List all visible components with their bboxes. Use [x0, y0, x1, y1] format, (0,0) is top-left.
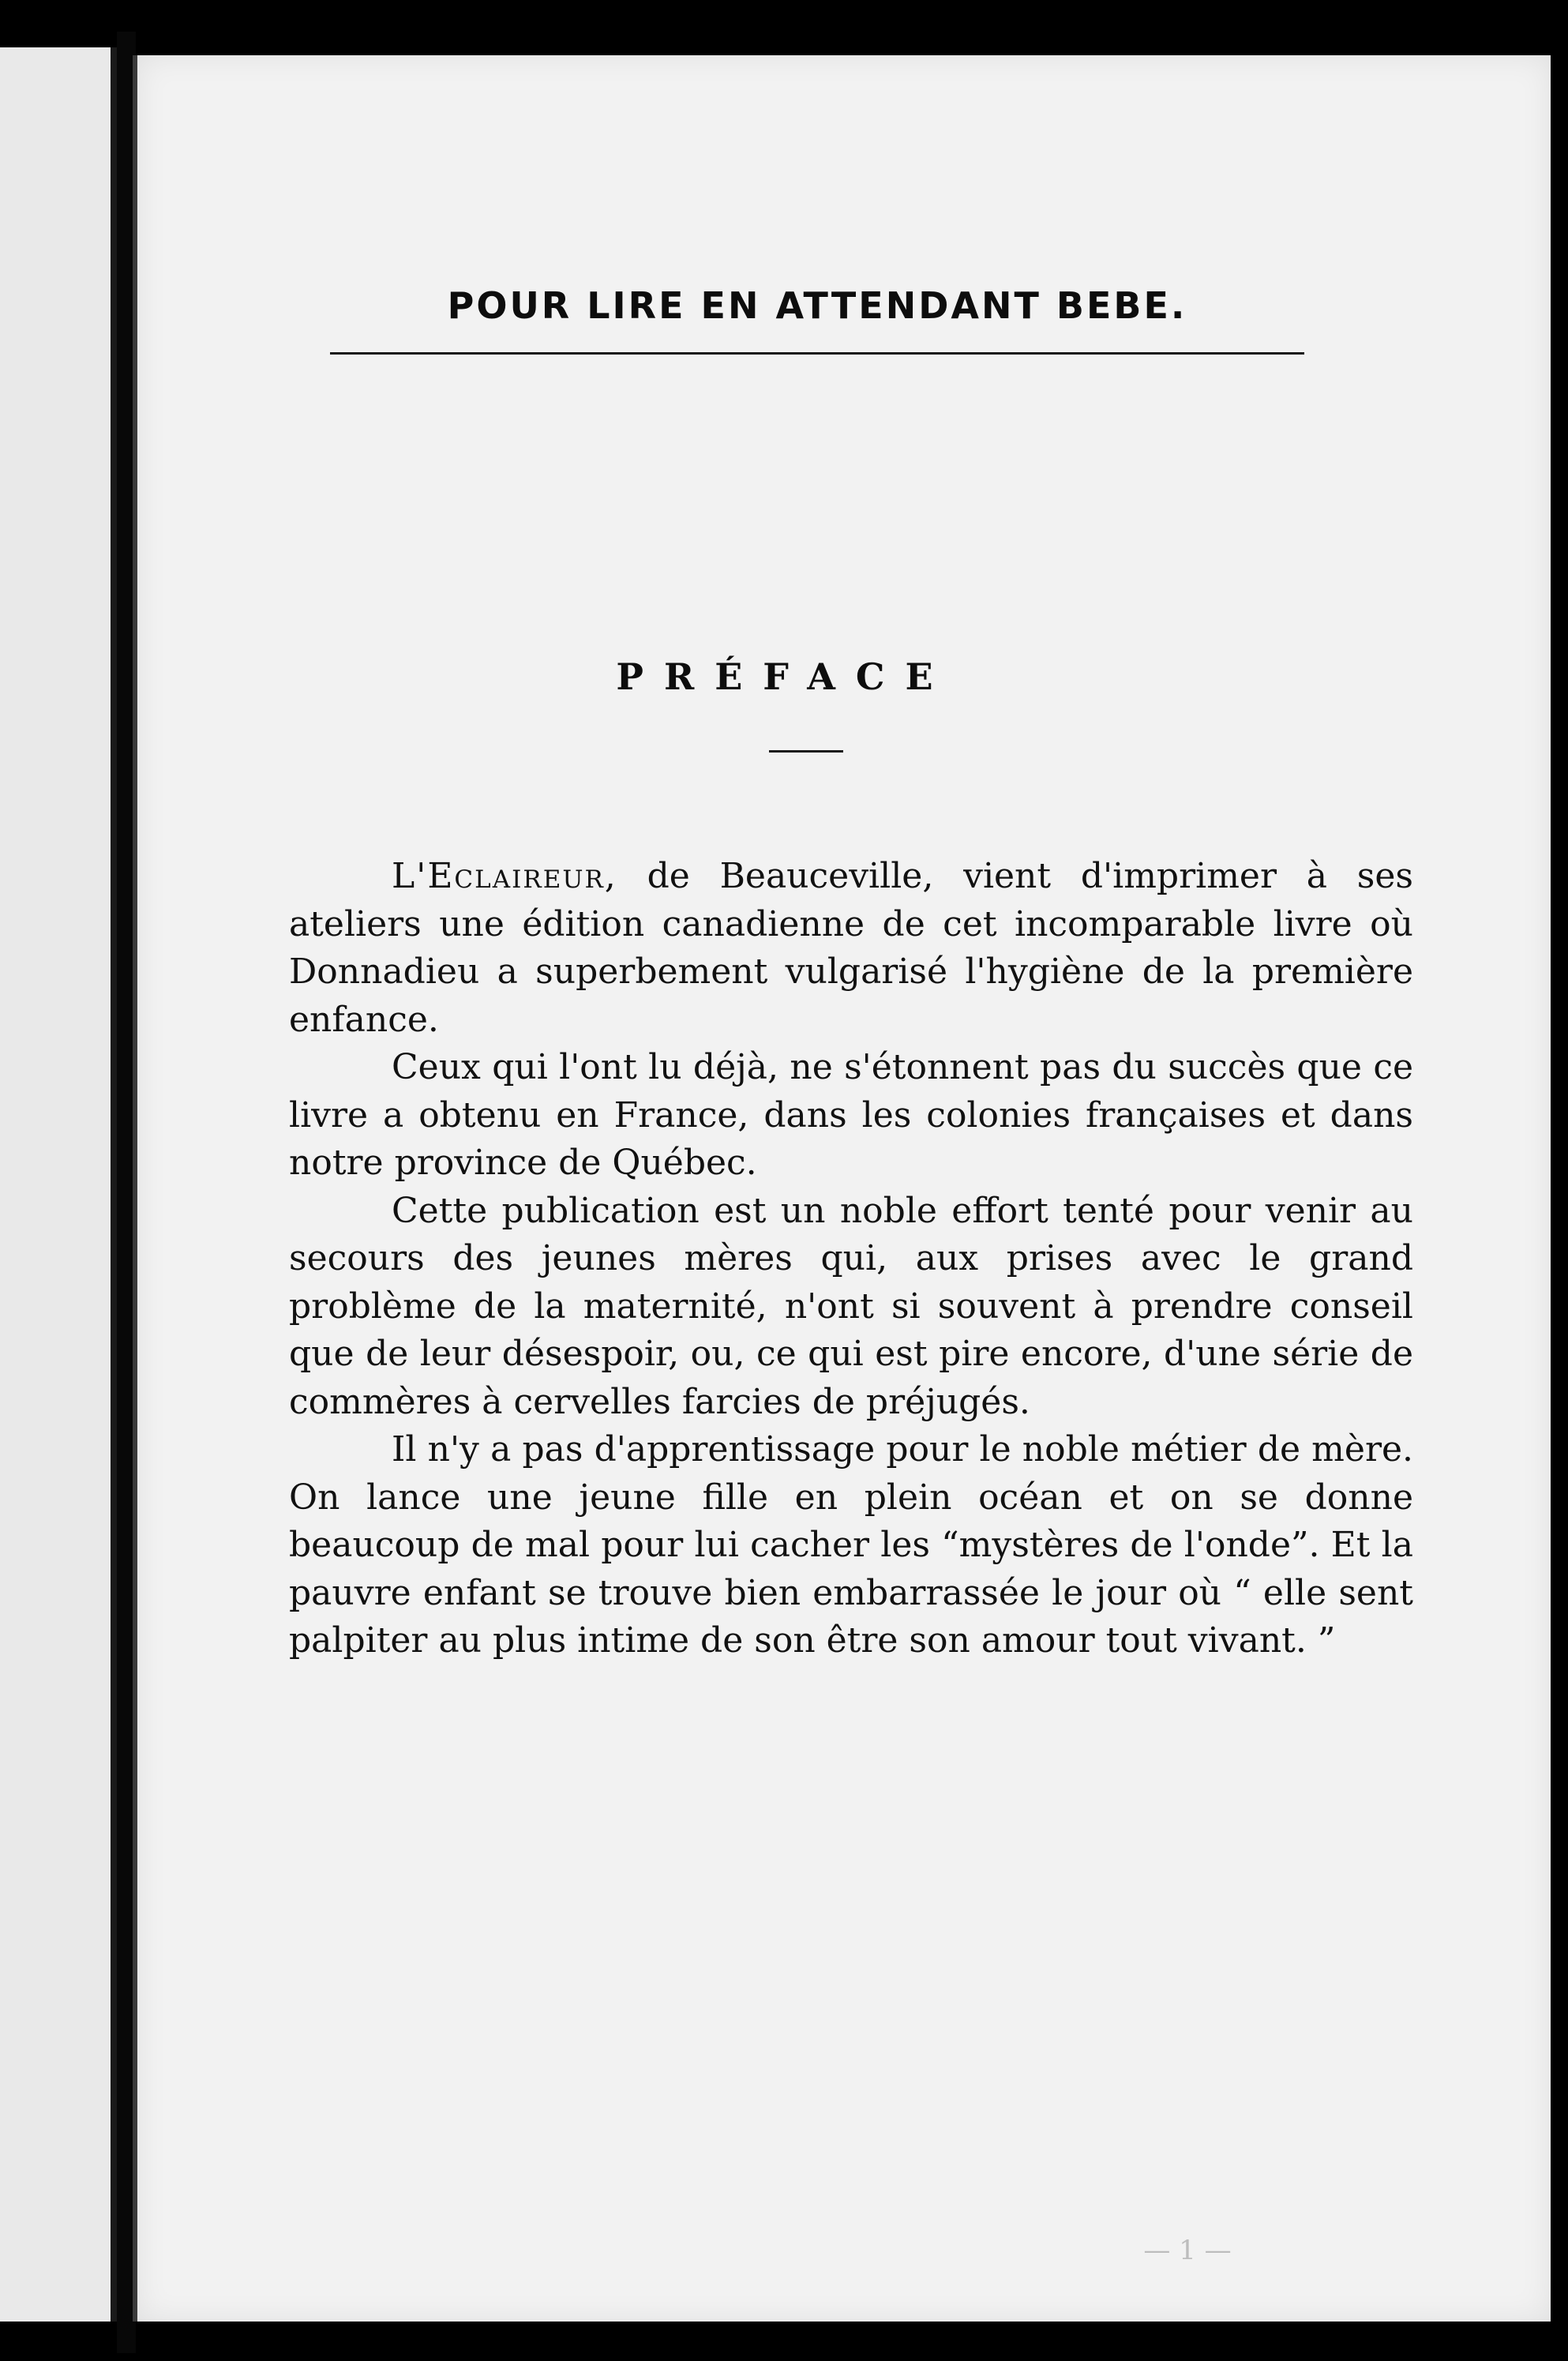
- section-title: PRÉFACE: [616, 655, 954, 698]
- paragraph-4: [289, 1426, 1413, 1665]
- paragraph-3: [289, 1188, 1413, 1427]
- running-head: POUR LIRE EN ATTENDANT BEBE.: [447, 284, 1187, 327]
- title-rule: [769, 750, 843, 753]
- verso-page-edge: [0, 47, 117, 2322]
- paragraph-3-text: Cette publication est un noble effort tenté pour venir au secours des jeunes mères qui, aux prises avec le grand problème de la maternité, n'ont si souvent à prendre conseil que de leur désespoir, ou, ce qui est pire encore, d'une série de commères à cervelles farcies de préjugés.: [289, 1190, 1413, 1422]
- preface-body: [289, 853, 1413, 1665]
- page-number: — 1 —: [1143, 2235, 1232, 2266]
- running-head-rule: [330, 352, 1304, 355]
- paragraph-1-lead: L'Eclaireur,: [392, 856, 617, 896]
- book-page: [133, 55, 1551, 2322]
- paragraph-1-text: de Beauceville, vient d'imprimer à ses ateliers une édition canadienne de cet incomparable livre où Donnadieu a superbement vulgarisé l'hygiène de la première enfance.: [289, 856, 1413, 1040]
- paragraph-2-text: Ceux qui l'ont lu déjà, ne s'étonnent pas du succès que ce livre a obtenu en France, dans les colonies françaises et dans notre province de Québec.: [289, 1047, 1413, 1183]
- paragraph-2: [289, 1044, 1413, 1188]
- paragraph-4-text: Il n'y a pas d'apprentissage pour le noble métier de mère. On lance une jeune fille en plein océan et on se donne beaucoup de mal pour lui cacher les “mystères de l'onde”. Et la pauvre enfant se trouve bien embarrassée le jour où “ elle sent palpiter au plus intime de son être son amour tout vivant. ”: [289, 1429, 1413, 1661]
- paragraph-1: [289, 853, 1413, 1044]
